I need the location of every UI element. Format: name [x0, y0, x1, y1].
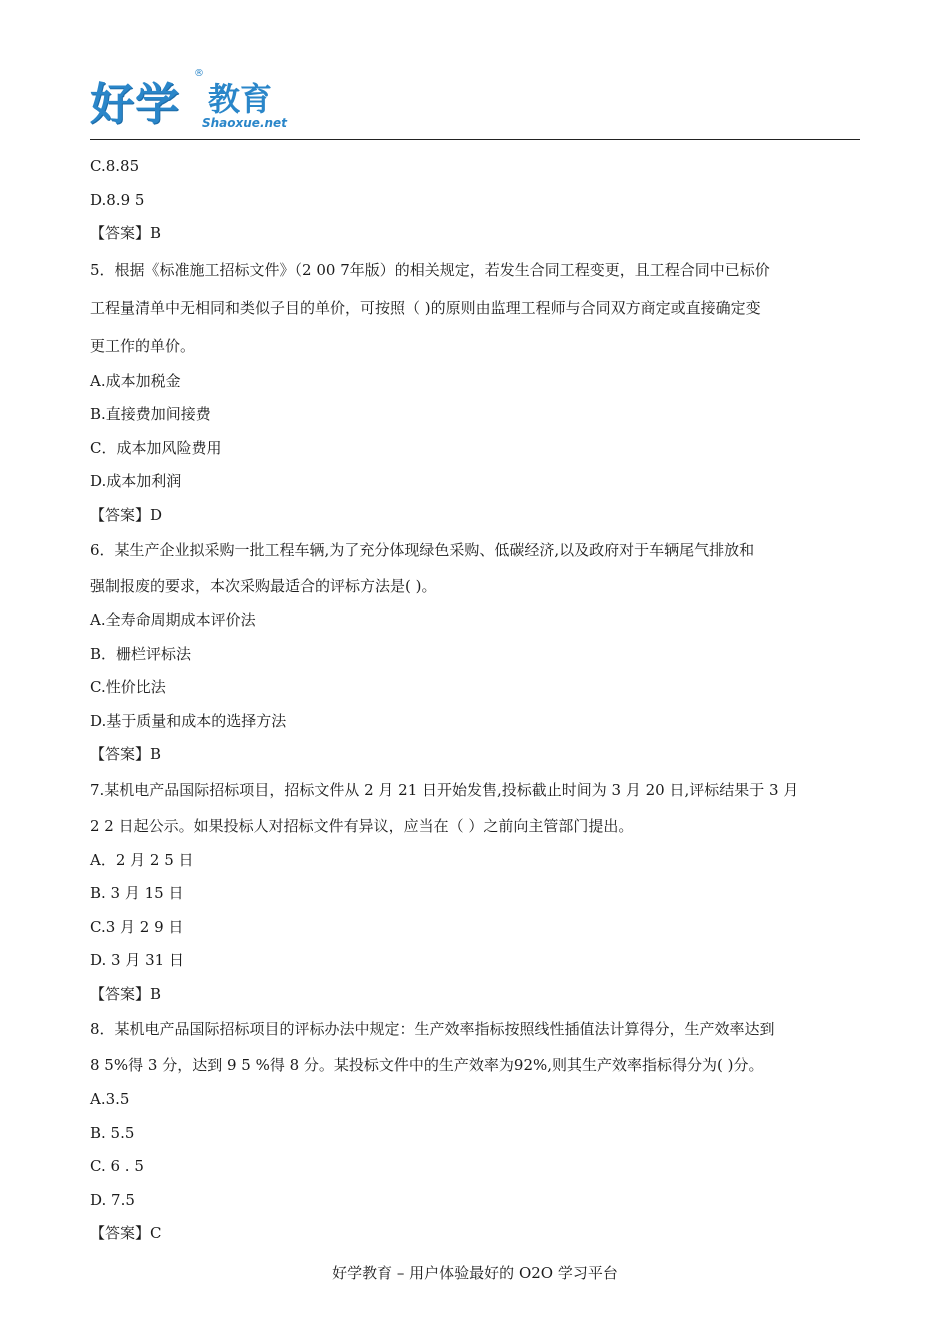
option-a: A.3.5: [90, 1090, 130, 1108]
option-a: A.全寿命周期成本评价法: [90, 611, 256, 629]
header-divider: [90, 139, 860, 140]
haoxue-logo: [90, 68, 290, 138]
question-7-text: 2 2 日起公示。如果投标人对招标文件有异议，应当在（ ）之前向主管部门提出。: [90, 816, 634, 835]
text-line: D.8.9 5: [90, 190, 145, 209]
question-content: [90, 150, 860, 1251]
question-6-text: 6．某生产企业拟采购一批工程车辆,为了充分体现绿色采购、低碳经济,以及政府对于车辆尾气排放和: [90, 541, 755, 559]
option-c: C. 6 . 5: [90, 1157, 144, 1175]
logo-text-jiaoyu: 教育: [208, 80, 273, 118]
logo-registered-mark: ®: [194, 68, 204, 79]
option-a: A.成本加税金: [90, 371, 181, 390]
answer-line: 【答案】B: [90, 745, 162, 763]
option-d: D. 3 月 31 日: [90, 951, 184, 969]
answer-line: 【答案】C: [90, 1224, 162, 1242]
question-6-text: 强制报废的要求，本次采购最适合的评标方法是( )。: [90, 577, 437, 595]
answer-line: 【答案】B: [90, 984, 162, 1003]
option-b: B. 3 月 15 日: [90, 884, 184, 902]
option-c: C.3 月 2 9 日: [90, 917, 184, 936]
page-header: [90, 60, 860, 142]
option-c: C．成本加风险费用: [90, 438, 222, 457]
question-7-text: 7.某机电产品国际招标项目，招标文件从 2 月 21 日开始发售,投标截止时间为 3 月 20 日,评标结果于 3 月: [90, 780, 799, 799]
option-d: D. 7.5: [90, 1190, 135, 1209]
option-d: D.成本加利润: [90, 472, 182, 490]
option-b: B. 5.5: [90, 1123, 135, 1142]
text-line: C.8.85: [90, 157, 140, 175]
option-a: A．2 月 2 5 日: [90, 850, 194, 869]
option-b: B.直接费加间接费: [90, 405, 211, 423]
question-5-text: 更工作的单价。: [90, 336, 196, 355]
logo-text-haoxue: 好学: [90, 79, 180, 130]
option-c: C.性价比法: [90, 678, 166, 696]
question-8-text: 8 5%得 3 分，达到 9 5 %得 8 分。某投标文件中的生产效率为92%,则其生产效率指标得分为( )分。: [90, 1056, 764, 1074]
option-d: D.基于质量和成本的选择方法: [90, 711, 287, 730]
page-footer: 好学教育 – 用户体验最好的 O2O 学习平台: [332, 1264, 618, 1282]
option-b: B．栅栏评标法: [90, 644, 192, 663]
answer-line: 【答案】B: [90, 224, 162, 242]
question-8-text: 8．某机电产品国际招标项目的评标办法中规定：生产效率指标按照线性插值法计算得分，生产效率达到: [90, 1020, 775, 1038]
logo-domain: Shaoxue.net: [202, 116, 287, 130]
question-5-text: 5．根据《标准施工招标文件》（2 00 7年版）的相关规定，若发生合同工程变更，且工程合同中已标价: [90, 260, 770, 279]
answer-line: 【答案】D: [90, 505, 163, 524]
question-5-text: 工程量清单中无相同和类似子目的单价，可按照（ )的原则由监理工程师与合同双方商定或直接确定变: [90, 298, 761, 317]
